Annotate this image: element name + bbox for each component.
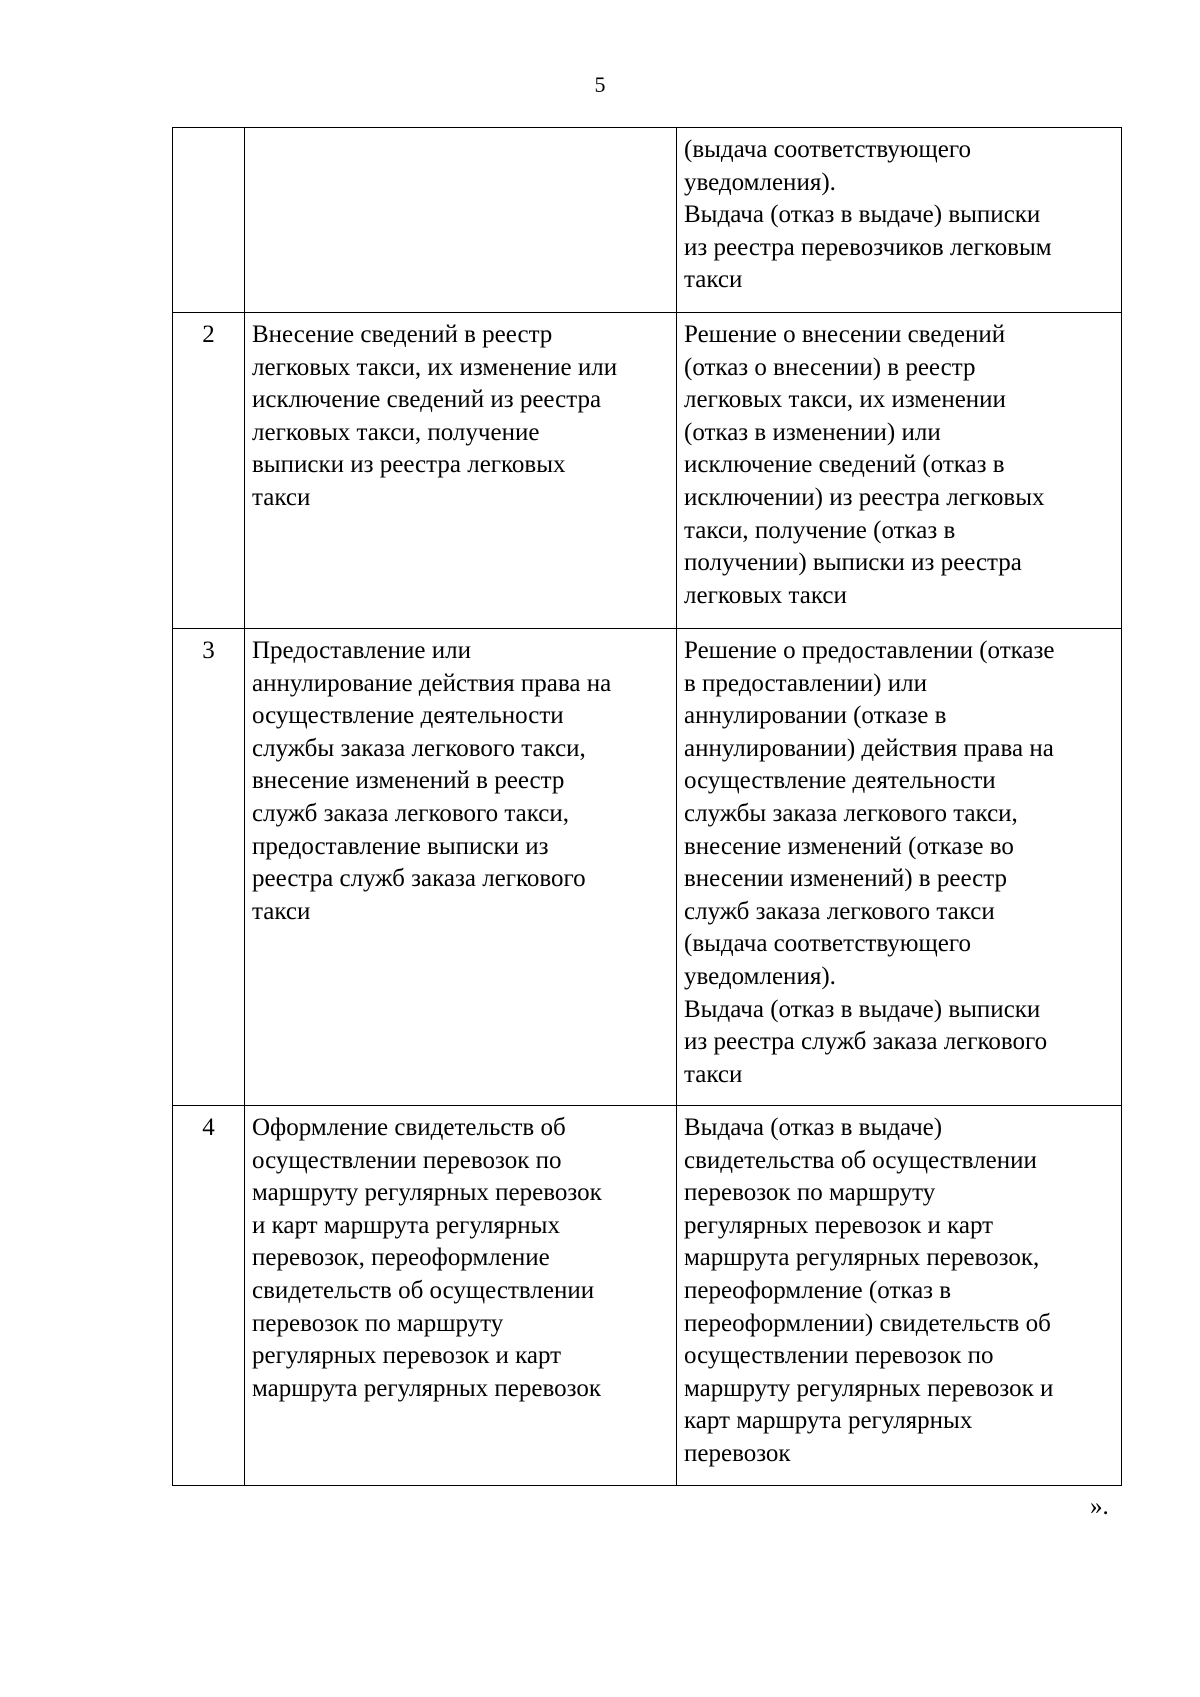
result-line: исключение сведений (отказ в (684, 451, 1005, 479)
service-line: легковых такси, получение (252, 418, 540, 446)
table-row (173, 128, 1122, 313)
result-line: Решение о предоставлении (отказе (684, 637, 1055, 664)
service-line: свидетельств об осуществлении (252, 1276, 595, 1304)
result-line: осуществление деятельности (684, 767, 996, 795)
service-cell (245, 313, 677, 629)
service-line: предоставление выписки из (252, 832, 549, 860)
result-line: Выдача (отказ в выдаче) (684, 1114, 943, 1141)
result-line: (отказ в изменении) или (684, 418, 941, 446)
result-line: внесение изменений (отказе во (684, 832, 1014, 860)
service-cell (245, 629, 677, 1106)
service-line: аннулирование действия права на (252, 669, 612, 697)
table-row (173, 313, 1122, 629)
result-line: маршрута регулярных перевозок, (684, 1244, 1040, 1272)
result-line: легковых такси, их изменении (684, 386, 1006, 414)
service-line: Внесение сведений в реестр (252, 321, 553, 348)
page-number: 5 (594, 72, 606, 97)
result-line: переоформлении) свидетельств об (684, 1309, 1051, 1337)
service-line: Оформление свидетельств об (252, 1114, 566, 1141)
result-line: (выдача соответствующего (684, 136, 971, 163)
service-line: перевозок по маршруту (252, 1309, 504, 1337)
result-line: такси, получение (отказ в (684, 516, 956, 544)
service-line: такси (252, 483, 311, 511)
result-line: Выдача (отказ в выдаче) выписки (684, 201, 1041, 229)
service-line: реестра служб заказа легкового (252, 865, 586, 893)
service-line: службы заказа легкового такси, (252, 734, 586, 762)
result-line: перевозок (684, 1439, 791, 1467)
result-line: из реестра перевозчиков легковым (684, 233, 1052, 261)
service-line: маршруту регулярных перевозок (252, 1179, 602, 1207)
result-line: свидетельства об осуществлении (684, 1146, 1037, 1174)
result-line: маршруту регулярных перевозок и (684, 1374, 1054, 1402)
result-line: Решение о внесении сведений (684, 321, 1006, 348)
result-line: внесении изменений) в реестр (684, 865, 1007, 893)
row-number-cell: 4 (173, 1106, 245, 1486)
service-line: и карт маршрута регулярных (252, 1211, 560, 1239)
service-line: такси (252, 897, 311, 925)
result-line: Выдача (отказ в выдаче) выписки (684, 995, 1041, 1023)
result-cell (677, 629, 1122, 1106)
service-line: перевозок, переоформление (252, 1244, 550, 1272)
service-line: служб заказа легкового такси, (252, 799, 570, 827)
service-line: внесение изменений в реестр (252, 767, 565, 795)
result-cell (677, 1106, 1122, 1486)
result-line: перевозок по маршруту (684, 1179, 936, 1207)
service-line: исключение сведений из реестра (252, 386, 602, 414)
result-line: (выдача соответствующего (684, 930, 971, 958)
service-line: осуществлении перевозок по (252, 1146, 562, 1174)
result-cell (677, 313, 1122, 629)
result-line: аннулировании) действия права на (684, 734, 1054, 762)
service-cell (245, 128, 677, 313)
closing-quote: ». (1090, 1493, 1109, 1520)
service-line: регулярных перевозок и карт (252, 1342, 562, 1370)
services-table (172, 127, 1122, 1486)
row-number-cell: 2 (173, 313, 245, 629)
result-line: легковых такси (684, 581, 847, 609)
table-row (173, 1106, 1122, 1486)
result-line: служб заказа легкового такси (684, 897, 995, 925)
result-line: службы заказа легкового такси, (684, 799, 1018, 827)
result-line: осуществлении перевозок по (684, 1342, 994, 1370)
row-number-cell (173, 128, 245, 313)
service-line: легковых такси, их изменение или (252, 353, 618, 381)
result-line: из реестра служб заказа легкового (684, 1028, 1048, 1056)
service-cell (245, 1106, 677, 1486)
result-line: уведомления). (684, 962, 836, 990)
result-line: регулярных перевозок и карт (684, 1211, 994, 1239)
result-line: уведомления). (684, 168, 836, 196)
service-line: осуществление деятельности (252, 702, 564, 730)
table-row (173, 629, 1122, 1106)
service-line: маршрута регулярных перевозок (252, 1374, 601, 1402)
result-line: карт маршрута регулярных (684, 1407, 973, 1435)
result-line: получении) выписки из реестра (684, 549, 1022, 577)
row-number-cell: 3 (173, 629, 245, 1106)
result-line: такси (684, 1060, 743, 1088)
result-cell (677, 128, 1122, 313)
result-line: в предоставлении) или (684, 669, 927, 697)
service-line: выписки из реестра легковых (252, 451, 566, 479)
result-line: аннулировании (отказе в (684, 702, 947, 730)
result-line: исключении) из реестра легковых (684, 483, 1045, 511)
result-line: такси (684, 266, 743, 294)
service-line: Предоставление или (252, 637, 471, 664)
result-line: (отказ о внесении) в реестр (684, 353, 976, 381)
result-line: переоформление (отказ в (684, 1276, 952, 1304)
